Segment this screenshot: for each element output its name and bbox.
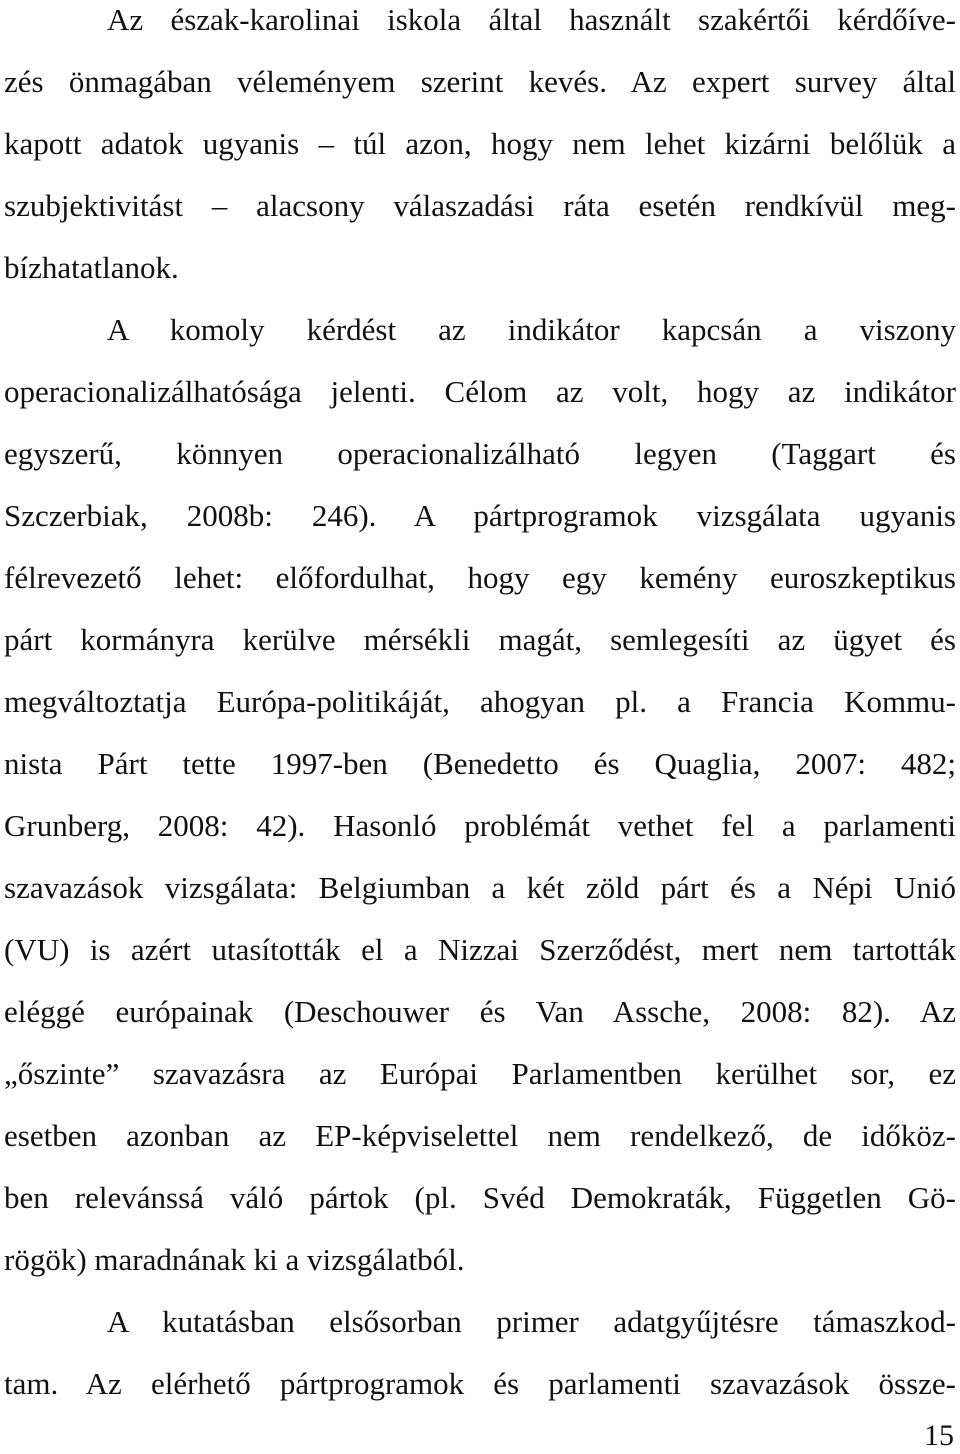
text-line-11: párt kormányra kerülve mérsékli magát, semlegesíti az ügyet és xyxy=(4,622,956,657)
text-line-14: Grunberg, 2008: 42). Hasonló problémát vethet fel a parlamenti xyxy=(4,808,956,843)
text-line-7: operacionalizálhatósága jelenti. Célom az volt, hogy az indikátor xyxy=(4,374,956,409)
text-line-17: eléggé európainak (Deschouwer és Van Assche, 2008: 82). Az xyxy=(4,994,956,1029)
text-line-9: Szczerbiak, 2008b: 246). A pártprogramok vizsgálata ugyanis xyxy=(4,498,956,533)
text-line-20: ben relevánssá váló pártok (pl. Svéd Demokraták, Független Gö- xyxy=(4,1180,956,1215)
text-line-21: rögök) maradnának ki a vizsgálatból. xyxy=(4,1242,465,1277)
text-line-5: bízhatatlanok. xyxy=(4,250,179,285)
text-line-8: egyszerű, könnyen operacionalizálható legyen (Taggart és xyxy=(4,436,956,471)
text-line-19: esetben azonban az EP-képviselettel nem rendelkező, de időköz- xyxy=(4,1118,956,1153)
text-line-10: félrevezető lehet: előfordulhat, hogy egy kemény euroszkeptikus xyxy=(4,560,956,595)
text-line-6: A komoly kérdést az indikátor kapcsán a viszony xyxy=(107,312,956,347)
text-line-4: szubjektivitást – alacsony válaszadási ráta esetén rendkívül meg- xyxy=(4,188,956,223)
text-line-16: (VU) is azért utasították el a Nizzai Szerződést, mert nem tartották xyxy=(4,932,956,967)
text-line-2: zés önmagában véleményem szerint kevés. Az expert survey által xyxy=(4,64,956,99)
text-line-23: tam. Az elérhető pártprogramok és parlamenti szavazások össze- xyxy=(4,1366,956,1401)
text-line-22: A kutatásban elsősorban primer adatgyűjtésre támaszkod- xyxy=(107,1304,956,1339)
text-line-3: kapott adatok ugyanis – túl azon, hogy nem lehet kizárni belőlük a xyxy=(4,126,956,161)
text-line-1: Az észak-karolinai iskola által használt szakértői kérdőíve- xyxy=(107,2,956,37)
page-number: 15 xyxy=(924,1419,954,1452)
text-line-13: nista Párt tette 1997-ben (Benedetto és Quaglia, 2007: 482; xyxy=(4,746,956,781)
text-line-15: szavazások vizsgálata: Belgiumban a két zöld párt és a Népi Unió xyxy=(4,870,956,905)
text-line-12: megváltoztatja Európa-politikáját, ahogyan pl. a Francia Kommu- xyxy=(4,684,956,719)
text-line-18: „őszinte” szavazásra az Európai Parlamentben kerülhet sor, ez xyxy=(4,1056,956,1091)
